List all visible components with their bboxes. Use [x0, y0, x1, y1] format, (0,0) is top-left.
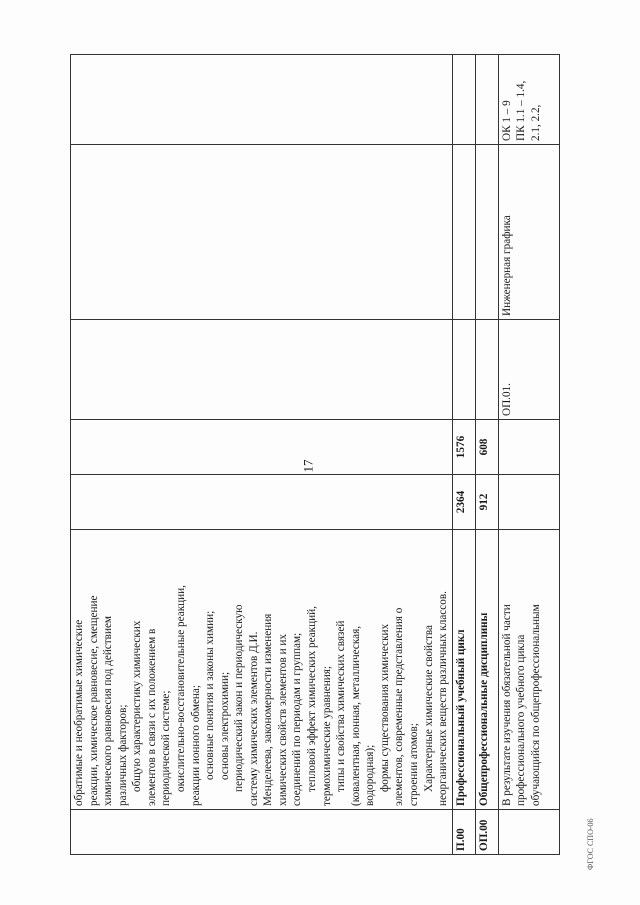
row-text-line: профессионального учебного цикла: [515, 634, 528, 806]
discipline-cell: [71, 320, 453, 420]
competency-item: ОК 1 – 9: [500, 100, 513, 141]
curriculum-table: [70, 54, 560, 855]
content-line: элементов в связи с их положением в: [145, 628, 158, 806]
content-line: обратимые и необратимые химические: [73, 619, 85, 806]
row-empty-cell: [475, 145, 498, 320]
competency-list: [498, 55, 559, 145]
discipline-code: ОП.01.: [498, 320, 559, 420]
row-hours: 608: [475, 420, 498, 475]
row-hours: 1576: [452, 420, 475, 475]
content-line: типы и свойства химических связей: [335, 620, 348, 792]
content-line: химических свойств элементов и их: [276, 634, 289, 806]
discipline-name: Инженерная графика: [498, 145, 559, 320]
content-line: окислительно-восстановительные реакции,: [174, 585, 187, 792]
row-empty-cell: [452, 145, 475, 320]
table-row: [498, 55, 559, 855]
row-empty-cell: [498, 475, 559, 530]
row-max-load: 2364: [452, 475, 475, 530]
row-max-load: 912: [475, 475, 498, 530]
content-line: общую характеристику химических: [131, 620, 144, 792]
content-line: реакции, химическое равновесие, смещение: [87, 595, 100, 806]
row-text: [498, 530, 559, 810]
content-line: элементов, современные представления о: [393, 607, 406, 806]
table-row-content: [71, 55, 453, 855]
row-title: Профессиональный учебный цикл: [452, 530, 475, 810]
content-line: химического равновесия под действием: [102, 616, 115, 806]
competency-item: ПК 1.1 – 1.4,: [515, 80, 528, 141]
content-cell: [71, 530, 453, 810]
hours-cell: [71, 420, 453, 475]
competency-item: 2.1, 2.2,: [529, 104, 542, 141]
row-code: ОП.00: [475, 810, 498, 855]
table-row: [475, 55, 498, 855]
content-line: тепловой эффект химических реакций,: [306, 606, 318, 792]
content-line: соединений по периодам и группам;: [291, 632, 304, 806]
discipline-name-cell: [71, 145, 453, 320]
row-code: П.00: [452, 810, 475, 855]
content-line: периодической системе;: [160, 690, 173, 806]
competency-cell: [71, 55, 453, 145]
content-line: строении атомов;: [407, 723, 420, 806]
content-line: водородная);: [364, 744, 377, 806]
table-row: [452, 55, 475, 855]
footer-code: ФГОС СПО-06: [586, 818, 595, 870]
row-text-line: В результате изучения обязательной части: [500, 604, 513, 806]
content-line: (ковалентная, ионная, металлическая,: [349, 625, 362, 806]
row-empty-cell: [498, 810, 559, 855]
row-empty-cell: [475, 320, 498, 420]
row-text-line: обучающийся по общепрофессиональным: [529, 604, 542, 806]
content-line: реакции ионного обмена;: [189, 685, 202, 806]
page-number: 17: [300, 459, 316, 473]
content-line: формы существования химических: [378, 623, 391, 792]
content-line: термохимические уравнения;: [320, 666, 333, 806]
row-empty-cell: [475, 55, 498, 145]
content-line: систему химических элементов Д.И.: [247, 631, 260, 806]
content-line: основные понятия и законы химии;: [204, 610, 217, 780]
content-line: различных факторов;: [116, 704, 129, 806]
row-empty-cell: [452, 55, 475, 145]
code-cell: [71, 810, 453, 855]
content-line: Характерные химические свойства: [422, 625, 435, 792]
content-line: Менделеева, закономерности изменения: [262, 613, 275, 806]
content-line: основы электрохимии;: [218, 671, 231, 780]
row-title: Общепрофессиональные дисциплины: [475, 530, 498, 810]
content-line: неорганических веществ различных классов.: [437, 591, 450, 806]
max-load-cell: [71, 475, 453, 530]
content-line: периодический закон и периодическую: [233, 604, 246, 792]
row-empty-cell: [452, 320, 475, 420]
row-empty-cell: [498, 420, 559, 475]
curriculum-table-sheet: [70, 55, 560, 855]
